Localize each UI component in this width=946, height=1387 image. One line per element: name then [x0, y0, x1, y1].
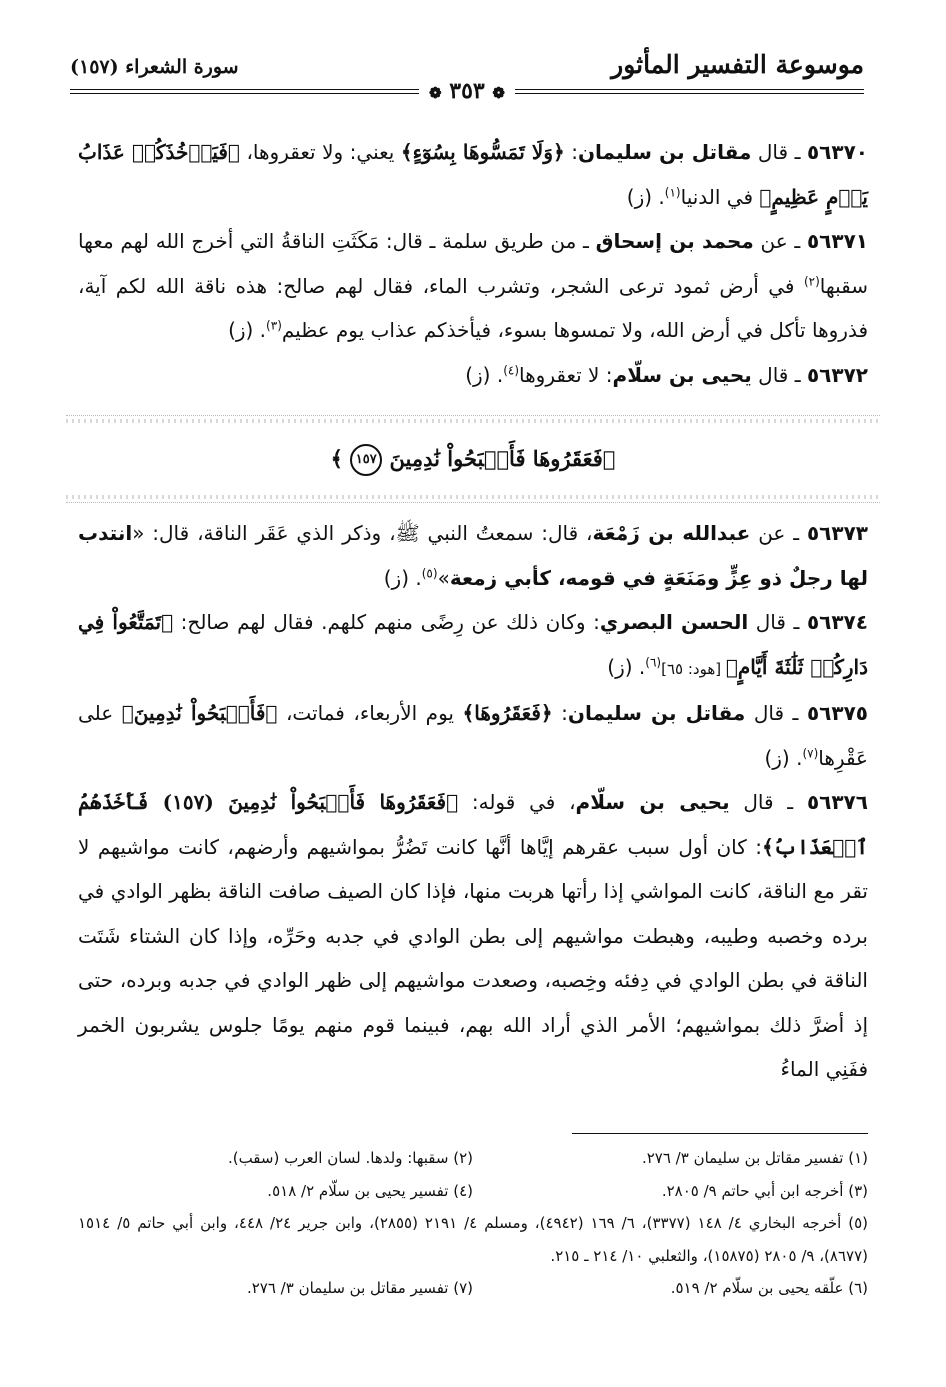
- entry-text: : وكان ذلك عن رِضًى منهم كلهم. فقال لهم صالح:: [173, 610, 600, 634]
- narrator-name: انتدب لها رجلٌ ذو عِزٍّ ومَنَعَةٍ في قومه، كأبي زمعة: [78, 521, 868, 590]
- footnote-marker: (٦): [645, 654, 662, 669]
- entry-number: ٥٦٣٧٠: [806, 140, 868, 164]
- footnote-marker: (٧): [802, 745, 819, 760]
- entry-text: . (ز): [607, 654, 646, 679]
- entry-text: ـ من طريق سلمة ـ قال: مَكَثَتِ الناقةُ التي أخرج الله لهم معها سقبها: [78, 229, 868, 298]
- ornament-icon: ❁: [492, 84, 505, 102]
- hadith-entry: [78, 353, 868, 398]
- book-title: موسوعة التفسير المأثور: [611, 50, 864, 79]
- hadith-entry: [78, 600, 868, 691]
- narrator-name: الحسن البصري: [599, 610, 749, 634]
- footnote-separator: [572, 1133, 868, 1134]
- hadith-entry: [78, 130, 868, 219]
- entry-number: ٥٦٣٧١: [806, 229, 868, 253]
- hadith-entry: [78, 219, 868, 353]
- entry-text: :: [564, 140, 578, 164]
- footnote-row: [78, 1175, 868, 1208]
- entry-text: في الدنيا: [680, 184, 760, 209]
- narrator-name: عبدالله بن زَمْعَة: [592, 521, 751, 545]
- entry-text: . (ز): [228, 318, 267, 342]
- footnote-marker: (٤): [503, 362, 520, 377]
- entry-text: ـ عن: [750, 521, 807, 545]
- main-text: [78, 130, 868, 1092]
- quran-quote: ﴿وَلَا تَمَسُّوهَا بِسُوٓءٍ﴾: [400, 140, 565, 164]
- ayah-number-mark: ١٥٧: [350, 444, 382, 476]
- narrator-name: يحيى بن سلّام: [612, 362, 752, 387]
- verse-heading-text: [331, 437, 616, 482]
- narrator-name: محمد بن إسحاق: [595, 229, 754, 253]
- page-number-block: [70, 78, 864, 104]
- entry-text: ، في قوله:: [458, 790, 576, 814]
- footnote-marker: (٣): [266, 318, 282, 333]
- footnote-marker: (٥): [421, 565, 438, 580]
- entry-text: على عَقْرِها: [78, 701, 868, 770]
- narrator-name: يحيى بن سلّام: [575, 790, 730, 814]
- narrator-name: مقاتل بن سليمان: [577, 140, 752, 164]
- ornament-icon: ❁: [429, 84, 442, 102]
- footnote-3: (٣) أخرجه ابن أبي حاتم ٩/ ٢٨٠٥.: [661, 1181, 868, 1200]
- entry-text: . (ز): [626, 184, 665, 209]
- entry-text: . (ز): [383, 565, 422, 590]
- entry-number: ٥٦٣٧٣: [806, 521, 868, 545]
- entry-text: ـ قال: [745, 701, 807, 725]
- entry-number: ٥٦٣٧٤: [806, 610, 868, 634]
- entry-text: ـ قال: [729, 790, 807, 814]
- footnote-row: [78, 1272, 868, 1305]
- entry-text: يعني: ولا تعقروها،: [239, 140, 401, 164]
- entry-text: . (ز): [465, 362, 504, 387]
- entry-text: ـ عن: [753, 229, 807, 253]
- page-header: [70, 50, 864, 104]
- entry-text: ـ قال: [748, 610, 807, 634]
- hadith-entry: [78, 511, 868, 600]
- quran-quote: ﴿تَمَتَّعُواْ فِي دَارِكُمۡ ثَلَٰثَةَ أَيَّامٍ﴾: [78, 610, 868, 679]
- entry-number: ٥٦٣٧٦: [806, 790, 868, 814]
- footnote-1: (١) تفسير مقاتل بن سليمان ٣/ ٢٧٦.: [641, 1149, 868, 1167]
- footnote-4: (٤) تفسير يحيى بن سلّام ٢/ ٥١٨.: [267, 1181, 473, 1200]
- hadith-entry: [78, 691, 868, 780]
- entries-after-verse: [78, 511, 868, 1092]
- narrator-name: مقاتل بن سليمان: [567, 701, 746, 725]
- verse-close-bracket: ﴾: [330, 445, 343, 471]
- entry-text: ـ قال: [751, 362, 807, 387]
- entry-text: في أرض ثمود ترعى الشجر، وتشرب الماء، فقال لهم صالح: هذه ناقة الله لكم آية، فذروها تأكل في أرض الله، ولا تمسوها بسوء، فيأخذكم عذاب يوم عظيم: [78, 273, 868, 342]
- footnote-marker: (٢): [803, 273, 820, 288]
- surah-label: سورة الشعراء (١٥٧): [70, 56, 239, 78]
- entry-text: »: [437, 565, 450, 590]
- verse-heading: [66, 415, 880, 503]
- entry-number: ٥٦٣٧٥: [806, 701, 868, 725]
- verse-text: ﴿فَعَقَرُوهَا فَأَصۡبَحُواْ نَٰدِمِينَ: [389, 445, 616, 471]
- quran-quote: ﴿فَعَقَرُوهَا فَأَصۡبَحُواْ نَٰدِمِينَ (١٥٧) فَأَخَذَهُمُ ٱلۡعَذَابُ﴾: [78, 790, 868, 859]
- quran-quote: ﴿فَيَأۡخُذَكُمۡ عَذَابُ يَوۡمٍ عَظِيمٍ﴾: [78, 140, 868, 209]
- footnote-marker: (١): [664, 184, 681, 199]
- page-number: ٣٥٣: [449, 78, 485, 104]
- footnote-row: [78, 1142, 868, 1175]
- footnote-2: (٢) سقبها: ولدها. لسان العرب (سقب).: [227, 1149, 473, 1167]
- hadith-entry: [78, 780, 868, 1092]
- entry-text: يوم الأربعاء، فماتت،: [277, 701, 463, 725]
- entry-number: ٥٦٣٧٢: [806, 362, 868, 387]
- entry-text: ـ قال: [751, 140, 807, 164]
- entry-text: : كان أول سبب عقرهم إيَّاها أنَّها كانت تَضُرُّ بمواشيهم وأرضهم، كانت مواشيهم لا تقر مع الناقة، كانت المواشي إذا رأتها هربت منها، فإذا كان الصيف صافت الناقة بظهر الوادي في برده وخصبه وطيبه، وهبطت مواشيهم إلى بطن الوادي في جدبه وحَرِّه، وإذا كان الشتاء شَتَت الناقة في بطن الوادي في دِفئه وخِصبه، وصعدت مواشيهم إلى ظهر الوادي في جدبه وبرده، حتى إذ أضرَّ ذلك بمواشيهم؛ الأمر الذي أراد الله بهم، فبينما قوم منهم يومًا جلوس يشربون الخمر ففَنِي الماءُ: [78, 834, 868, 1081]
- verse-reference: [هود: ٦٥]: [661, 659, 726, 678]
- entry-text: :: [552, 701, 568, 725]
- footnote-7: (٧) تفسير مقاتل بن سليمان ٣/ ٢٧٦.: [246, 1279, 473, 1297]
- quran-quote: ﴿فَعَقَرُوهَا﴾: [462, 701, 553, 725]
- entry-text: . (ز): [764, 745, 803, 770]
- footnote-5: (٥) أخرجه البخاري ٤/ ١٤٨ (٣٣٧٧)، ٦/ ١٦٩ (٤٩٤٢)، ومسلم ٤/ ٢١٩١ (٢٨٥٥)، وابن جرير ٢٤/ ٤٤٨، وابن أبي حاتم ٥/ ١٥١٤ (٨٦٧٧)، ٩/ ٢٨٠٥ (١٥٨٧٥)، والثعلبي ١٠/ ٢١٤ ـ ٢١٥.: [78, 1214, 869, 1265]
- quran-quote: ﴿فَأَصۡبَحُواْ نَٰدِمِينَ﴾: [121, 701, 278, 725]
- footnote-6: (٦) علّقه يحيى بن سلّام ٢/ ٥١٩.: [670, 1279, 868, 1297]
- entry-text: : لا تعقروها: [519, 362, 613, 387]
- footnotes: [78, 1142, 868, 1305]
- entries-before-verse: [78, 130, 868, 397]
- entry-text: ، قال: سمعتُ النبي ﷺ، وذكر الذي عَقَر الناقة، قال: «: [132, 521, 593, 545]
